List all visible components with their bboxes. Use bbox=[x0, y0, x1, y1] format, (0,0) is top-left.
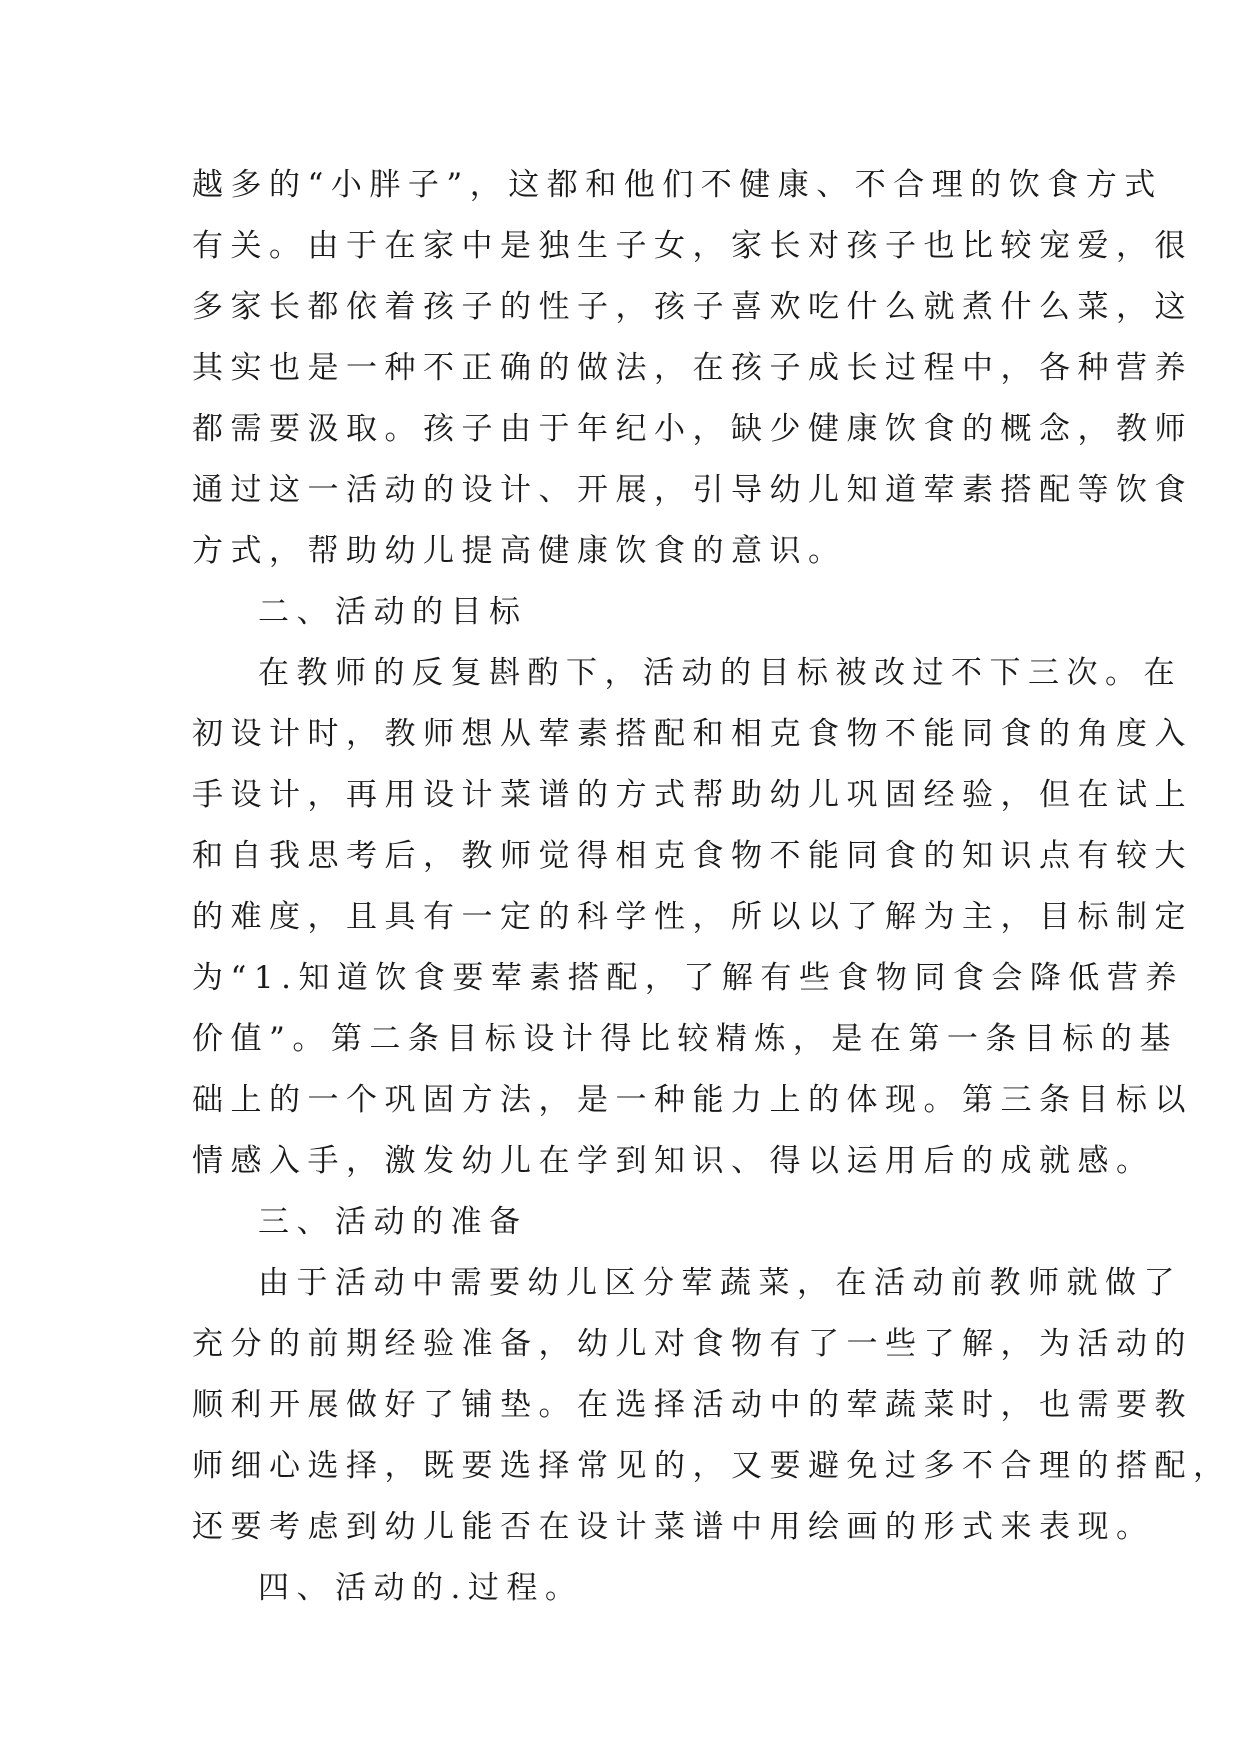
text-line: 由于活动中需要幼儿区分荤蔬菜，在活动前教师就做了 bbox=[258, 1265, 1182, 1301]
body-paragraph bbox=[192, 155, 1193, 582]
text-line: 二、活动的目标 bbox=[258, 594, 528, 630]
section-heading bbox=[192, 582, 1050, 643]
text-line: 四、活动的.过程。 bbox=[258, 1570, 584, 1606]
text-line: 为“1.知道饮食要荤素搭配，了解有些食物同食会降低营养 bbox=[192, 960, 1184, 996]
text-line: 情感入手，激发幼儿在学到知识、得以运用后的成就感。 bbox=[192, 1143, 1155, 1179]
section-heading bbox=[192, 1192, 1050, 1253]
text-line: 其实也是一种不正确的做法，在孩子成长过程中，各种营养 bbox=[192, 350, 1193, 386]
text-line: 越多的“小胖子”，这都和他们不健康、不合理的饮食方式 bbox=[192, 167, 1163, 203]
text-line: 和自我思考后，教师觉得相克食物不能同食的知识点有较大 bbox=[192, 838, 1193, 874]
text-line: 在教师的反复斟酌下，活动的目标被改过不下三次。在 bbox=[258, 655, 1182, 691]
text-line: 方式，帮助幼儿提高健康饮食的意识。 bbox=[192, 533, 847, 569]
text-line: 础上的一个巩固方法，是一种能力上的体现。第三条目标以 bbox=[192, 1082, 1193, 1118]
text-line: 手设计，再用设计菜谱的方式帮助幼儿巩固经验，但在试上 bbox=[192, 777, 1193, 813]
text-line: 多家长都依着孩子的性子，孩子喜欢吃什么就煮什么菜，这 bbox=[192, 289, 1193, 325]
section-heading bbox=[192, 1558, 1050, 1619]
text-line: 师细心选择，既要选择常见的，又要避免过多不合理的搭配， bbox=[192, 1448, 1232, 1484]
text-line: 有关。由于在家中是独生子女，家长对孩子也比较宠爱，很 bbox=[192, 228, 1193, 264]
text-line: 充分的前期经验准备，幼儿对食物有了一些了解，为活动的 bbox=[192, 1326, 1193, 1362]
body-paragraph bbox=[192, 643, 1193, 1192]
text-line: 初设计时，教师想从荤素搭配和相克食物不能同食的角度入 bbox=[192, 716, 1193, 752]
body-paragraph bbox=[192, 1253, 1232, 1558]
text-line: 还要考虑到幼儿能否在设计菜谱中用绘画的形式来表现。 bbox=[192, 1509, 1155, 1545]
text-line: 通过这一活动的设计、开展，引导幼儿知道荤素搭配等饮食 bbox=[192, 472, 1193, 508]
document-page bbox=[192, 155, 1232, 1619]
text-line: 都需要汲取。孩子由于年纪小，缺少健康饮食的概念，教师 bbox=[192, 411, 1193, 447]
text-line: 的难度，且具有一定的科学性，所以以了解为主，目标制定 bbox=[192, 899, 1193, 935]
text-line: 三、活动的准备 bbox=[258, 1204, 528, 1240]
text-line: 价值”。第二条目标设计得比较精炼，是在第一条目标的基 bbox=[192, 1021, 1178, 1057]
text-line: 顺利开展做好了铺垫。在选择活动中的荤蔬菜时，也需要教 bbox=[192, 1387, 1193, 1423]
